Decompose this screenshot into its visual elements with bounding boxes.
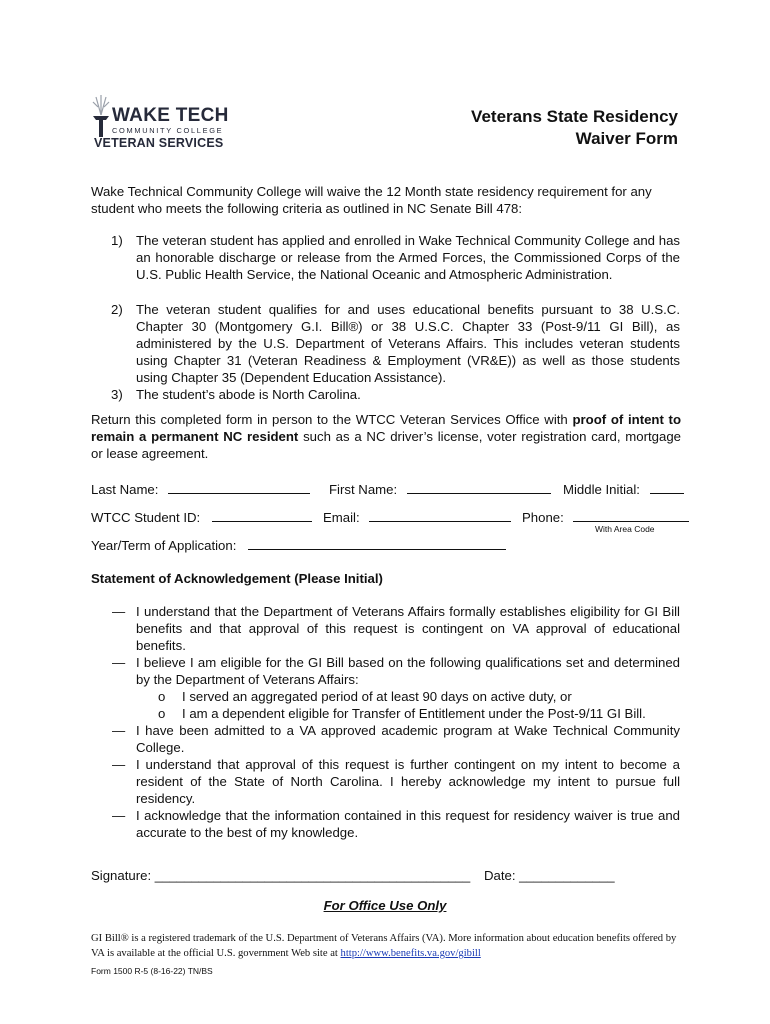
middle-initial-label: Middle Initial: <box>563 482 640 497</box>
last-name-label: Last Name: <box>91 482 159 497</box>
ack-text: I understand that the Department of Veterans Affairs formally establishes eligibility for GI Bill benefits and that approval of this request is contingent on VA approval of educational benefits. <box>136 604 680 653</box>
phone-label: Phone: <box>522 510 564 525</box>
proof-of-intent-text: proof of intent to remain a permanent NC resident <box>91 412 682 444</box>
last-name-input-line[interactable] <box>168 480 310 494</box>
year-term-label: Year/Term of Application: <box>91 538 237 553</box>
initial-blank[interactable]: — <box>112 655 126 670</box>
first-name-input-line[interactable] <box>407 480 551 494</box>
email-field <box>323 508 511 525</box>
wake-tech-logo <box>86 93 246 155</box>
student-id-label: WTCC Student ID: <box>91 510 201 525</box>
initial-blank[interactable]: — <box>112 723 126 738</box>
criteria-number: 1) <box>111 233 123 248</box>
criteria-text: The student’s abode is North Carolina. <box>136 387 361 402</box>
return-text-2: such as a NC driver’s license, voter registration card, mortgage or lease agreement. <box>91 429 681 461</box>
sub-bullet: o <box>158 689 166 704</box>
initial-blank[interactable]: — <box>112 757 126 772</box>
initial-blank[interactable]: — <box>112 808 126 823</box>
logo-line-1: WAKE TECH <box>112 105 229 126</box>
form-title <box>471 106 678 150</box>
ack-item <box>91 807 691 841</box>
office-use-heading: For Office Use Only <box>323 898 447 913</box>
logo-line-3: VETERAN SERVICES <box>94 136 224 150</box>
return-text-1: Return this completed form in person to the WTCC Veteran Services Office with <box>91 412 573 427</box>
ack-list <box>91 603 691 841</box>
student-id-field <box>91 508 312 525</box>
year-term-input-line[interactable] <box>248 536 506 550</box>
sub-bullet: o <box>158 706 166 721</box>
ack-sub-item <box>91 688 691 705</box>
ack-text: I understand that approval of this request is further contingent on my intent to become a resident of the State of North Carolina. I hereby acknowledge my intent to pursue full residency. <box>136 757 680 806</box>
ack-sub-item <box>91 705 691 722</box>
middle-initial-input-line[interactable] <box>650 480 684 494</box>
criteria-item <box>91 301 681 386</box>
year-term-field <box>91 536 506 553</box>
email-input-line[interactable] <box>369 508 511 522</box>
first-name-field <box>329 480 551 497</box>
criteria-list <box>91 232 681 403</box>
ack-heading: Statement of Acknowledgement (Please Initial) <box>91 571 383 586</box>
middle-initial-field <box>563 480 684 497</box>
intro-paragraph: Wake Technical Community College will waive the 12 Month state residency requirement for any student who meets the following criteria as outlined in NC Senate Bill 478: <box>91 184 652 216</box>
ack-item <box>91 603 691 654</box>
email-label: Email: <box>323 510 360 525</box>
phone-input-line[interactable] <box>573 508 689 522</box>
ack-text: I believe I am eligible for the GI Bill based on the following qualifications set and determined by the Department of Veterans Affairs: <box>136 655 680 687</box>
ack-text: I have been admitted to a VA approved academic program at Wake Technical Community College. <box>136 723 680 755</box>
initial-blank[interactable]: — <box>112 604 126 619</box>
ack-item <box>91 756 691 807</box>
first-name-label: First Name: <box>329 482 398 497</box>
benefits-link[interactable]: http://www.benefits.va.gov/gibill <box>340 948 481 959</box>
criteria-text: The veteran student qualifies for and uses educational benefits pursuant to 38 U.S.C. Chapter 30 (Montgomery G.I. Bill®) or 38 U.S.C. Chapter 33 (Post-9/11 GI Bill), as administered by the U.S. Department of Veterans Affairs. This includes veteran students using Chapter 31 (Veteran Readiness & Employment (VR&E)) as well as those students using Chapter 35 (Dependent Education Assistance). <box>136 302 680 385</box>
footnote-text: GI Bill® is a registered trademark of the U.S. Department of Veterans Affairs (VA). More information about education benefits offered by VA is available at the official U.S. government Web site at <box>91 933 677 959</box>
criteria-item <box>91 232 681 301</box>
criteria-number: 3) <box>111 387 123 402</box>
criteria-text: The veteran student has applied and enrolled in Wake Technical Community College and has an honorable discharge or release from the Armed Forces, the Commissioned Corps of the U.S. Public Health Service, the National Oceanic and Atmospheric Administration. <box>136 233 680 282</box>
title-line-1: Veterans State Residency <box>471 107 678 126</box>
ack-item <box>91 722 691 756</box>
student-id-input-line[interactable] <box>212 508 312 522</box>
signature-field[interactable]: Signature: ___________________________________________ <box>91 868 471 883</box>
phone-note: With Area Code <box>595 524 655 534</box>
return-instructions <box>91 411 681 462</box>
phone-field <box>522 508 689 525</box>
form-number: Form 1500 R-5 (8-16-22) TN/BS <box>91 966 213 976</box>
criteria-item <box>91 386 681 403</box>
title-line-2: Waiver Form <box>575 129 678 148</box>
ack-sub-text: I am a dependent eligible for Transfer of Entitlement under the Post-9/11 GI Bill. <box>182 706 646 721</box>
ack-sub-text: I served an aggregated period of at least 90 days on active duty, or <box>182 689 572 704</box>
gi-bill-footnote <box>91 931 691 961</box>
ack-item <box>91 654 691 688</box>
logo-line-2: COMMUNITY COLLEGE <box>112 126 224 135</box>
date-field[interactable]: Date: _____________ <box>484 868 615 883</box>
ack-text: I acknowledge that the information contained in this request for residency waiver is true and accurate to the best of my knowledge. <box>136 808 680 840</box>
last-name-field <box>91 480 310 497</box>
criteria-number: 2) <box>111 302 123 317</box>
